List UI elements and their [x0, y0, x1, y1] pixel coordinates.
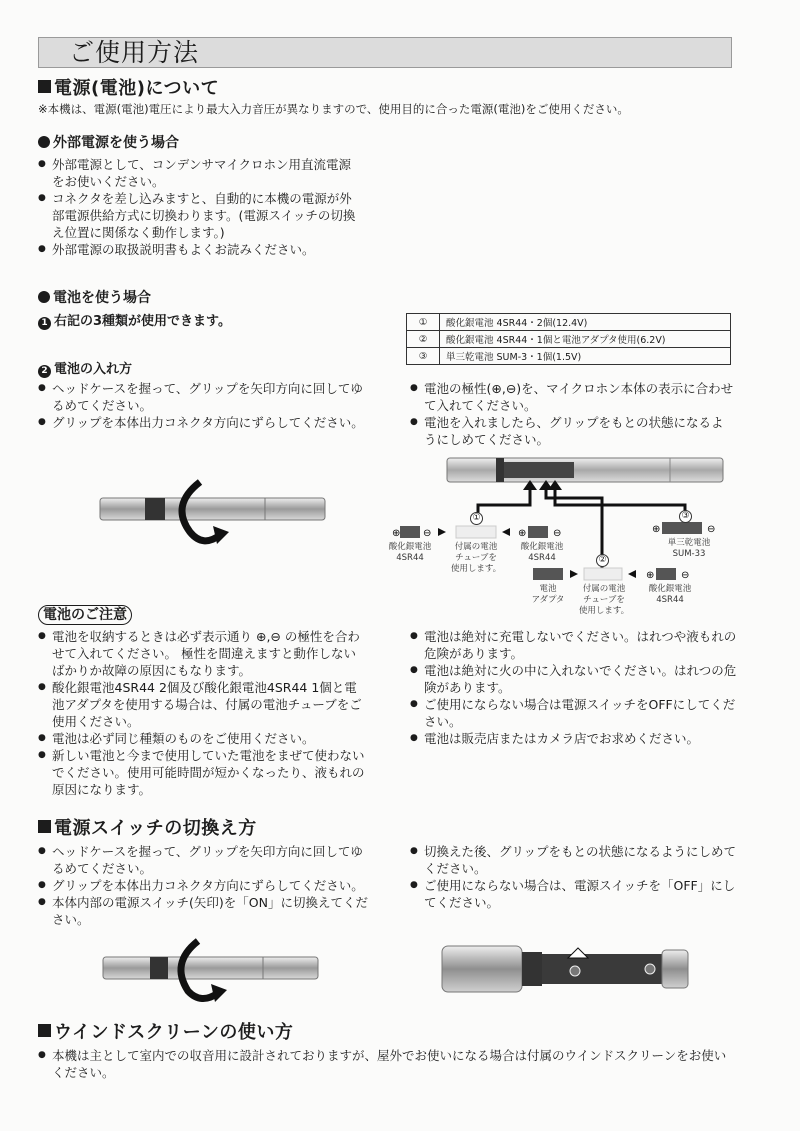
list-item: ● 電池を入れましたら、グリップをもとの状態になるようにしめてください。 — [410, 414, 735, 448]
square-bullet-icon — [38, 1024, 51, 1037]
list-item: ● 本機は主として室内での収音用に設計されておりますが、屋外でお使いになる場合は付属のウインドスクリーンをお使いください。 — [38, 1047, 738, 1081]
caution-list-left — [38, 628, 368, 798]
windscreen-heading: ウインドスクリーンの使い方 — [38, 1022, 293, 1044]
external-power-list — [38, 156, 363, 258]
switch-list-left — [38, 843, 368, 928]
power-note: ※本機は、電源(電池)電圧により最大入力音圧が異なりますので、使用目的に合った電源(電池)をご使用ください。 — [38, 102, 629, 116]
battery-insert-list-right — [410, 380, 735, 448]
label-2: ② — [596, 554, 609, 567]
svg-text:⊕: ⊕ — [392, 528, 401, 539]
list-item: ● ご使用にならない場合は電源スイッチをOFFにしてください。 — [410, 696, 740, 730]
list-item: ● 切換えた後、グリップをもとの状態になるようにしめてください。 — [410, 843, 740, 877]
list-item: ● ヘッドケースを握って、グリップを矢印方向に回してゆるめてください。 — [38, 843, 368, 877]
page-title: ご使用方法 — [69, 38, 200, 67]
table-row: ② 酸化銀電池 4SR44・1個と電池アダプタ使用(6.2V) — [407, 331, 731, 348]
microphone-rotate-illustration — [95, 470, 335, 555]
list-item: ● 電池を収納するときは必ず表示通り ⊕,⊖ の極性を合わせて入れてください。 極性を間違えますと動作しないばかりか故障の原因にもなります。 — [38, 628, 368, 679]
table-row: ③ 単三乾電池 SUM-3・1個(1.5V) — [407, 348, 731, 365]
battery-insert-list-left — [38, 380, 368, 431]
circle-bullet-icon — [38, 136, 50, 148]
svg-text:⊕: ⊕ — [652, 524, 661, 535]
battery-insertion-diagram — [370, 450, 740, 616]
caption-g: 酸化銀電池 4SR44 — [648, 584, 692, 605]
list-item: ● 外部電源の取扱説明書もよくお読みください。 — [38, 241, 363, 258]
microphone-switch-rotate-illustration — [98, 935, 328, 1010]
svg-text:⊖: ⊖ — [707, 524, 716, 535]
svg-text:⊕: ⊕ — [646, 570, 655, 581]
external-power-heading: 外部電源を使う場合 — [38, 134, 179, 152]
battery-step1: 1 右記の3種類が使用できます。 — [38, 313, 231, 330]
svg-text:⊖: ⊖ — [681, 570, 690, 581]
switch-list-right — [410, 843, 740, 911]
page-title-bar — [38, 37, 732, 68]
battery-step2: 2 電池の入れ方 — [38, 361, 132, 378]
list-item: ● 電池は販売店またはカメラ店でお求めください。 — [410, 730, 740, 747]
list-item: ● グリップを本体出力コネクタ方向にずらしてください。 — [38, 414, 368, 431]
caption-c: 酸化銀電池 4SR44 — [520, 542, 564, 563]
list-item: ● 電池は絶対に充電しないでください。はれつや液もれの危険があります。 — [410, 628, 740, 662]
table-row: ① 酸化銀電池 4SR44・2個(12.4V) — [407, 314, 731, 331]
list-item: ● 電池は絶対に火の中に入れないでください。はれつの危険があります。 — [410, 662, 740, 696]
list-item: ● ヘッドケースを握って、グリップを矢印方向に回してゆるめてください。 — [38, 380, 368, 414]
battery-heading: 電池を使う場合 — [38, 289, 151, 307]
square-bullet-icon — [38, 820, 51, 833]
caution-title: 電池のご注意 — [38, 604, 132, 625]
caption-e: 電池 アダプタ — [531, 584, 565, 605]
square-bullet-icon — [38, 80, 51, 93]
caption-f: 付属の電池 チューブを 使用します。 — [578, 584, 630, 616]
label-3: ③ — [679, 510, 692, 523]
list-item: ● 本体内部の電源スイッチ(矢印)を「ON」に切換えてください。 — [38, 894, 368, 928]
list-item: ● 電池の極性(⊕,⊖)を、マイクロホン本体の表示に合わせて入れてください。 — [410, 380, 735, 414]
microphone-open-switch-illustration — [440, 940, 690, 1000]
list-item: ● 新しい電池と今まで使用していた電池をまぜて使わないでください。使用可能時間が短かくなったり、液もれの原因になります。 — [38, 747, 368, 798]
caption-a: 酸化銀電池 4SR44 — [388, 542, 432, 563]
svg-text:⊕: ⊕ — [518, 528, 527, 539]
windscreen-list — [38, 1047, 738, 1081]
svg-text:⊖: ⊖ — [553, 528, 562, 539]
list-item: ● 外部電源として、コンデンサマイクロホン用直流電源をお使いください。 — [38, 156, 363, 190]
caption-b: 付属の電池 チューブを 使用します。 — [450, 542, 502, 574]
switch-heading: 電源スイッチの切換え方 — [38, 818, 257, 840]
list-item: ● グリップを本体出力コネクタ方向にずらしてください。 — [38, 877, 368, 894]
caution-list-right — [410, 628, 740, 747]
list-item: ● ご使用にならない場合は、電源スイッチを「OFF」にしてください。 — [410, 877, 740, 911]
label-1: ① — [470, 512, 483, 525]
svg-text:⊖: ⊖ — [423, 528, 432, 539]
list-item: ● コネクタを差し込みますと、自動的に本機の電源が外部電源供給方式に切換わります。(電源スイッチの切換え位置に関係なく動作します。) — [38, 190, 363, 241]
caption-d: 単三乾電池 SUM-33 — [667, 538, 711, 559]
battery-table — [406, 313, 731, 365]
power-heading: 電源(電池)について — [38, 78, 219, 100]
list-item: ● 電池は必ず同じ種類のものをご使用ください。 — [38, 730, 368, 747]
list-item: ● 酸化銀電池4SR44 2個及び酸化銀電池4SR44 1個と電池アダプタを使用する場合は、付属の電池チューブをご使用ください。 — [38, 679, 368, 730]
circle-bullet-icon — [38, 291, 50, 303]
